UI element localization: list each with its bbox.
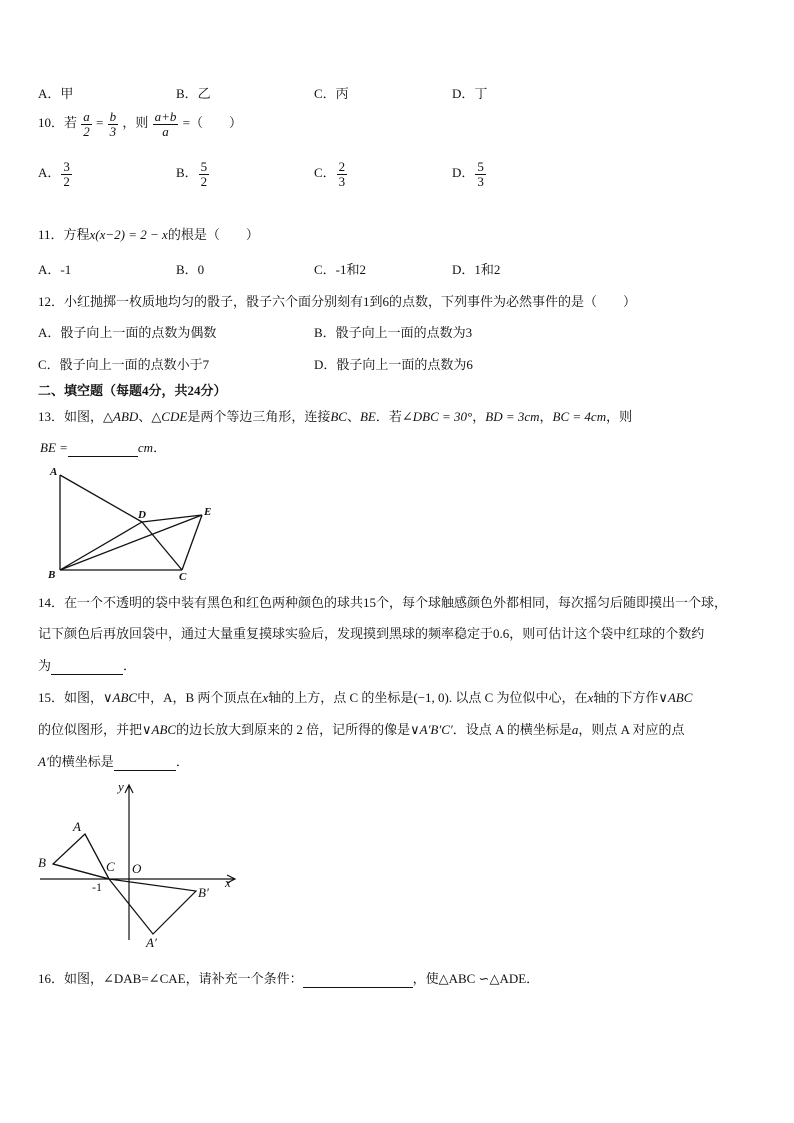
q13-figure-lines [60, 475, 202, 570]
q14-line3-a: 为 [38, 658, 52, 673]
q15-l1-e: 轴的上方，点 C 的坐标是(−1, 0). 以点 C 为位似中心，在 [268, 690, 588, 705]
q9-option-d: D．丁 [452, 86, 488, 101]
q15-l2-c: 的边长放大到原来的 2 倍，记所得的像是 [176, 722, 411, 737]
q15-line2 [38, 719, 685, 738]
q13-t8: BE [359, 409, 376, 424]
q15-figure [30, 775, 245, 950]
q10-option-b-num: 5 [200, 159, 208, 174]
q15-line3 [38, 751, 189, 771]
q15-l1-c: 中，A，B 两个顶点在 [137, 690, 263, 705]
q9-option-a: A．甲 [38, 86, 74, 101]
q10-option-a-letter: A． [38, 165, 61, 181]
q10-prefix: 10．若 [38, 115, 78, 131]
q10-option-c-letter: C． [314, 165, 336, 181]
q13-seg-ec [182, 515, 202, 570]
q16-answer-blank [303, 971, 413, 988]
q15-l1-a: 15．如图， [38, 690, 104, 705]
q15-l2-g: ，则点 A 对应的点 [578, 722, 685, 737]
q11-suffix: 的根是（ ） [167, 227, 259, 242]
q13-t4: △CDE [151, 409, 188, 424]
q15-line1 [38, 687, 692, 706]
q15-triangle-apbpcp [109, 879, 196, 934]
q15-l1-h: ∨ABC [658, 690, 693, 705]
q13-label-e: E [204, 506, 212, 518]
q13-t13: ， [539, 409, 553, 424]
q10-option-d [452, 160, 487, 188]
q10-f1-den: 2 [83, 123, 90, 139]
q10-option-c-frac [337, 160, 348, 188]
q13-t5: 是两个等边三角形，连接 [187, 409, 331, 424]
q10-option-c [314, 160, 348, 188]
q15-label-x: x [225, 875, 231, 890]
q13-label-b: B [48, 569, 56, 581]
q16-stem [38, 968, 539, 988]
q15-l3-a: A′ [38, 754, 49, 769]
q10-mid: ，则 [122, 115, 149, 131]
q15-l2-d: ∨A′B′C′ [410, 722, 453, 737]
q13-unit: cm [137, 440, 154, 455]
q10-option-d-den: 3 [477, 173, 484, 189]
q12-option-d: D．骰子向上一面的点数为6 [314, 357, 473, 372]
q10-fraction-a-2 [81, 110, 92, 138]
q15-label-y: y [118, 779, 124, 794]
q14-line3-b: ． [123, 658, 137, 673]
q13-t12: BD = 3cm [485, 409, 540, 424]
q12-option-a: A．骰子向上一面的点数为偶数 [38, 325, 217, 340]
q15-l1-g: 轴的下方作 [593, 690, 659, 705]
q15-l2-e: ．设点 A 的横坐标是 [452, 722, 572, 737]
q15-l3-c: ． [175, 754, 189, 769]
q15-answer-blank [114, 754, 176, 771]
q10-f2-den: 3 [109, 123, 117, 139]
q15-l1-f: x [587, 690, 594, 705]
q13-t10: ∠DBC = 30° [401, 409, 473, 424]
q10-stem [38, 110, 242, 138]
q13-seg-be [60, 515, 202, 570]
q10-option-c-num: 2 [338, 159, 346, 174]
q10-suffix: =（ ） [182, 115, 242, 131]
q14-line2: 记下颜色后再放回袋中，通过大量重复摸球实验后，发现摸到黑球的频率稳定于0.6，则可估计这个袋中红球的个数约 [38, 626, 705, 641]
q15-l2-b: ∨ABC [142, 722, 177, 737]
section-fill-blank-title: 二、填空题（每题4分，共24分） [38, 383, 227, 398]
q10-option-d-frac [475, 160, 486, 188]
q10-fraction-b-3 [108, 110, 119, 138]
q10-f1-num: a [83, 109, 90, 124]
q10-option-b [176, 160, 210, 188]
q13-t14: BC = 4cm [552, 409, 607, 424]
q11-stem [38, 224, 259, 243]
q11-option-b: B．0 [176, 262, 205, 277]
q13-seg-bd [60, 522, 142, 570]
q10-option-a-num: 3 [63, 159, 70, 174]
q15-label-b: B [38, 855, 46, 870]
q10-option-d-num: 5 [477, 159, 484, 174]
q13-t7: 、 [346, 409, 360, 424]
q13-stem-line1 [38, 406, 632, 425]
q10-f3-num: a+b [154, 109, 177, 124]
q13-period: ． [153, 440, 167, 455]
q15-label-minus1: -1 [92, 880, 102, 894]
q13-t11: ， [472, 409, 486, 424]
q10-eq: = [96, 115, 104, 131]
q15-triangle-abc [53, 834, 109, 879]
q13-label-a: A [50, 466, 58, 478]
q13-t1: 13．如图， [38, 409, 104, 424]
q15-label-ap: A′ [146, 935, 157, 950]
q13-label-c: C [179, 571, 187, 583]
q13-t15: ，则 [606, 409, 633, 424]
q10-option-d-letter: D． [452, 165, 475, 181]
q9-option-c: C．丙 [314, 86, 349, 101]
q15-label-c: C [106, 859, 115, 874]
q13-t2: △ABD [103, 409, 139, 424]
q13-seg-ad [60, 475, 142, 522]
q15-label-bp: B′ [198, 885, 209, 900]
q13-label-d: D [138, 509, 146, 521]
q13-figure [40, 465, 230, 583]
q10-option-b-den: 2 [200, 173, 208, 189]
q16-a: 16．如图，∠DAB=∠CAE，请补充一个条件： [38, 971, 303, 986]
q11-option-a: A．-1 [38, 262, 72, 277]
q11-prefix: 11．方程 [38, 227, 90, 242]
q13-t3: 、 [138, 409, 152, 424]
q15-label-a: A [73, 819, 81, 834]
q13-t9: ．若 [375, 409, 402, 424]
q9-option-b: B．乙 [176, 86, 211, 101]
q10-option-b-letter: B． [176, 165, 198, 181]
q13-seg-dc [142, 522, 182, 570]
q10-f2-num: b [109, 109, 117, 124]
q10-option-c-den: 3 [338, 173, 346, 189]
q15-l1-d: x [262, 690, 269, 705]
q15-l2-f: a [571, 722, 579, 737]
q13-answer-blank [68, 440, 138, 457]
q11-option-d: D．1和2 [452, 262, 501, 277]
q15-label-o: O [132, 861, 142, 876]
q15-seg-bc [53, 864, 109, 879]
q11-option-c: C．-1和2 [314, 262, 367, 277]
q14-answer-blank [51, 658, 123, 675]
q14-line3 [38, 655, 136, 675]
q12-option-b: B．骰子向上一面的点数为3 [314, 325, 473, 340]
q10-option-a [38, 160, 73, 188]
q10-option-a-den: 2 [63, 173, 70, 189]
q10-option-b-frac [199, 160, 210, 188]
q12-option-c: C．骰子向上一面的点数小于7 [38, 357, 210, 372]
q14-line1: 14．在一个不透明的袋中装有黑色和红色两种颜色的球共15个，每个球触感颜色外都相同，每次摇匀后随即摸出一个球， [38, 595, 728, 610]
q12-stem: 12．小红抛掷一枚质地均匀的骰子，骰子六个面分别刻有1到6的点数，下列事件为必然事件的是（ ） [38, 294, 637, 309]
q10-option-a-frac [61, 160, 72, 188]
q10-fraction-ab-a [153, 110, 179, 138]
q16-b: ，使△ABC ∽△ADE． [412, 971, 540, 986]
q13-stem-line2 [40, 437, 166, 457]
q13-t6: BC [330, 409, 347, 424]
q15-l1-b: ∨ABC [103, 690, 138, 705]
q10-f3-den: a [162, 123, 169, 139]
q15-l2-a: 的位似图形，并把 [38, 722, 143, 737]
q11-equation: x(x−2) = 2 − x [89, 227, 168, 242]
q15-l3-b: 的横坐标是 [48, 754, 114, 769]
q13-be: BE = [40, 440, 68, 455]
